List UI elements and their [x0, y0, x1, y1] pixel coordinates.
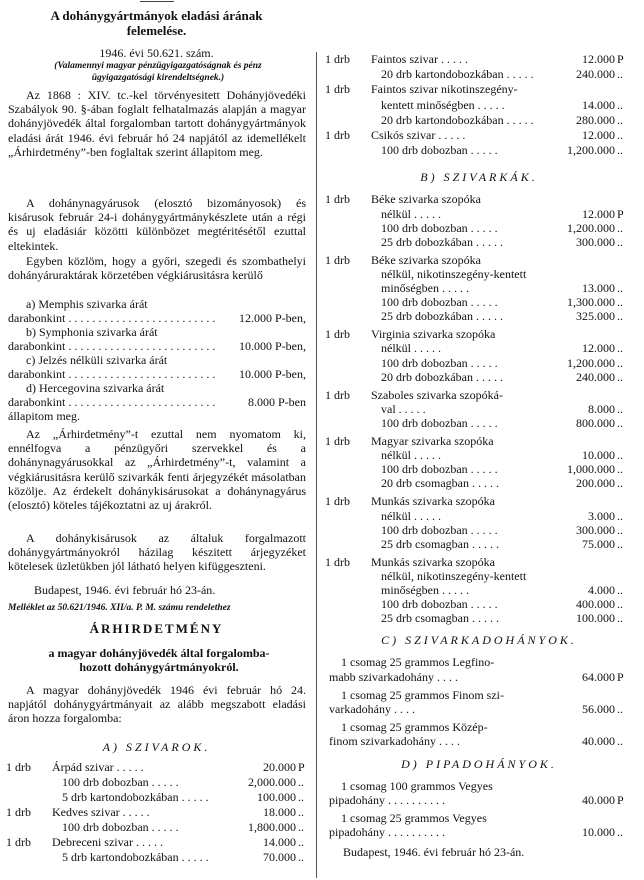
item-description: 1 csomag 25 grammos Finom szi-	[341, 687, 504, 702]
item-description: minőségben . . . . .	[381, 583, 469, 597]
item-price: 300.000	[576, 522, 615, 537]
price-suffix: ..	[298, 775, 304, 789]
place-date-right: Budapest, 1946. évi február hó 23-án.	[343, 845, 525, 860]
price-suffix: ..	[617, 597, 623, 612]
top-rule	[140, 1, 174, 2]
item-description: 20 drb kartondobozkában . . . . .	[381, 67, 534, 82]
price-row	[319, 113, 629, 127]
price-suffix: P	[617, 206, 624, 221]
price-suffix: ..	[617, 734, 623, 749]
price-row	[319, 309, 629, 323]
price-row	[0, 775, 310, 789]
price-row	[319, 207, 629, 221]
price-suffix: P	[298, 760, 305, 774]
item-quantity: 1 drb	[6, 805, 31, 819]
price-suffix: P	[617, 52, 624, 66]
item-price: 325.000	[576, 309, 615, 324]
price-row	[0, 790, 310, 804]
section-a-heading: A) SZIVAROK.	[102, 740, 211, 754]
item-description: val . . . . .	[381, 401, 426, 416]
item-description: 1 csomag 25 grammos Vegyes	[341, 810, 487, 825]
item-b-label: b) Symphonia szivarka árát	[26, 325, 158, 339]
item-a-price: 12.000 P-ben,	[239, 311, 306, 325]
item-price: 3.000	[588, 508, 615, 523]
item-description: nélkül . . . . .	[381, 341, 441, 356]
price-suffix: ..	[617, 536, 623, 551]
price-row	[319, 734, 629, 748]
item-description: kentett minőségben . . . . .	[381, 97, 505, 112]
price-suffix: ..	[617, 234, 623, 249]
item-description: Kedves szivar . . . . .	[52, 805, 150, 819]
item-price: 10.000	[582, 825, 615, 840]
item-a-unit: darabonkint	[8, 311, 66, 325]
item-quantity: 1 drb	[325, 192, 350, 207]
price-row	[319, 702, 629, 716]
dot-leader: . . . . . . . . . . . . . . . . . . . . . . . . .	[65, 339, 216, 353]
item-description: pipadohány . . . . . . . . . .	[329, 792, 445, 807]
price-row	[319, 583, 629, 597]
price-row	[319, 281, 629, 295]
item-c-unit: darabonkint	[8, 367, 66, 381]
price-suffix: ..	[617, 508, 623, 523]
item-description: 5 drb kartondobozkában . . . . .	[62, 790, 209, 804]
item-description: 1 csomag 25 grammos Legfino-	[341, 655, 495, 670]
item-description: 100 drb dobozban . . . . .	[381, 597, 498, 612]
arhirdetmeny-subtitle	[14, 646, 304, 674]
title-line-2: felemelése.	[126, 23, 187, 38]
item-description: 20 drb kartondobozkában . . . . .	[381, 112, 534, 127]
item-quantity: 1 drb	[325, 327, 350, 342]
item-description: 100 drb dobozban . . . . .	[381, 220, 498, 235]
item-price: 800.000	[576, 415, 615, 430]
item-price: 14.000	[263, 835, 296, 849]
price-row	[319, 555, 629, 569]
item-quantity: 1 drb	[325, 387, 350, 402]
item-description: Szaboles szivarka szopóká-	[371, 387, 503, 402]
item-price: 8.000	[588, 401, 615, 416]
decree-number: 1946. évi 50.621. szám.	[99, 46, 214, 60]
item-description: Debreceni szivar . . . . .	[52, 835, 163, 849]
price-row	[0, 760, 310, 774]
item-price: 200.000	[576, 476, 615, 491]
note-line-2: ügyigazgatósági kirendeltségnek.)	[91, 73, 225, 83]
note-line-1: (Valamennyi magyar pénzügyigazgatóságnak és pénz	[54, 61, 262, 71]
item-price: 100.000	[257, 790, 296, 804]
item-description: mabb szivarkadohány . . . .	[329, 669, 458, 684]
price-suffix: ..	[298, 820, 304, 834]
price-suffix: ..	[617, 825, 623, 840]
price-suffix: ..	[617, 97, 623, 112]
price-row	[319, 434, 629, 448]
addressee-note	[8, 60, 308, 84]
item-price: 12.000	[582, 128, 615, 142]
item-price: 240.000	[576, 67, 615, 82]
annex-note: Melléklet az 50.621/1946. XII/a. P. M. számu rendelethez	[8, 603, 231, 613]
item-description: Árpád szivar . . . . .	[52, 760, 144, 774]
price-suffix: ..	[617, 220, 623, 235]
item-description: 100 drb dobozban . . . . .	[62, 820, 179, 834]
price-row	[319, 448, 629, 462]
price-suffix: ..	[617, 448, 623, 463]
item-price: 14.000	[582, 97, 615, 112]
price-suffix: ..	[617, 112, 623, 127]
item-d-unit: darabonkint	[8, 395, 66, 409]
price-suffix: ..	[617, 309, 623, 324]
item-a-label: a) Memphis szivarka árát	[26, 297, 148, 311]
item-description: 25 drb csomagban . . . . .	[381, 611, 499, 626]
item-description: nélkül . . . . .	[381, 508, 441, 523]
item-description: Csikós szivar . . . . .	[371, 128, 466, 142]
price-suffix: ..	[617, 295, 623, 310]
item-description: 100 drb dobozban . . . . .	[381, 355, 498, 370]
price-row	[319, 98, 629, 112]
item-description: nélkül, nikotinszegény-kentett	[381, 266, 527, 281]
price-suffix: ..	[617, 341, 623, 356]
item-price: 64.000	[582, 669, 615, 684]
item-price: 300.000	[576, 234, 615, 249]
price-row	[319, 143, 629, 157]
item-price: 75.000	[582, 536, 615, 551]
item-description: Béke szivarka szopóka	[371, 192, 481, 207]
price-row	[319, 670, 629, 684]
price-row	[319, 402, 629, 416]
item-price: 1,300.000	[567, 295, 615, 310]
item-price: 400.000	[576, 597, 615, 612]
paragraph-5: A dohánykisárusok az általuk forgalmazott dohánygyártmányokról házilag készitett árjegyzéket kötelesek üzletükben jól látható helyen kifüggeszteni.	[8, 531, 306, 574]
item-description: Munkás szivarka szopóka	[371, 554, 495, 569]
price-suffix: ..	[298, 790, 304, 804]
price-suffix: ..	[617, 281, 623, 295]
item-price: 13.000	[582, 281, 615, 295]
item-description: 100 drb dobozban . . . . .	[381, 295, 498, 310]
item-description: 25 drb dobozkában . . . . .	[381, 234, 503, 249]
subtitle-line-1: a magyar dohányjövedék által forgalomba-	[48, 646, 270, 660]
item-description: minőségben . . . . .	[381, 281, 469, 295]
item-description: 25 drb dobozkában . . . . .	[381, 309, 503, 324]
item-description: Faintos szivar . . . . .	[371, 52, 468, 66]
paragraph-4: Az „Árhirdetmény”-t ezuttal nem nyomatom ki, ennélfogva a pénzügyőri szervekkel és a dohánynagyárusokkal az „Árhirdetmény”-t, valamint a végkiárusitásra kerülő szivarkák fenti árjegyzékét másolatban közölje. Az érdekelt dohánykisárusokat a dohánynagyárus (elosztó) köteles tájékoztatni az uj árakról.	[8, 427, 306, 513]
item-price: 1,000.000	[567, 462, 615, 477]
item-description: pipadohány . . . . . . . . . .	[329, 825, 445, 840]
price-suffix: ..	[617, 415, 623, 430]
paragraph-3-tail: állapitom meg.	[8, 409, 80, 423]
column-divider	[316, 52, 317, 878]
item-description: 1 csomag 100 grammos Vegyes	[341, 778, 493, 793]
item-price: 20.000	[263, 760, 296, 774]
price-row	[319, 611, 629, 625]
price-suffix: ..	[617, 355, 623, 370]
price-row	[319, 82, 629, 96]
dot-leader: . . . . . . . . . . . . . . . . . . . . . . . . .	[65, 311, 216, 325]
item-description: nélkül . . . . .	[381, 206, 441, 221]
item-description: 100 drb dobozban . . . . .	[381, 143, 498, 158]
price-suffix: ..	[617, 369, 623, 384]
price-row	[319, 128, 629, 142]
paragraph-3: Egyben közlöm, hogy a győri, szegedi és szombathelyi dohányáruraktárak körzetében végkiárusitásra kerülő	[8, 254, 306, 283]
price-row	[319, 192, 629, 206]
price-row	[319, 221, 629, 235]
article-title	[0, 8, 313, 38]
price-row	[319, 811, 629, 825]
item-a-price-line	[8, 311, 306, 325]
price-row	[319, 476, 629, 490]
item-description: Virginia szivarka szopóka	[371, 327, 496, 342]
price-suffix: ..	[617, 143, 623, 158]
item-price: 70.000	[263, 850, 296, 864]
price-row	[319, 779, 629, 793]
item-c-price-line	[8, 367, 306, 381]
item-price: 4.000	[588, 583, 615, 597]
item-description: finom szivarkadohány . . . .	[329, 734, 460, 749]
item-price: 56.000	[582, 701, 615, 716]
price-row	[319, 655, 629, 669]
item-price: 40.000	[582, 792, 615, 807]
item-c-label: c) Jelzés nélküli szivarka árát	[26, 353, 168, 367]
price-row	[319, 720, 629, 734]
item-description: 5 drb kartondobozkában . . . . .	[62, 850, 209, 864]
price-row	[0, 835, 310, 849]
item-description: 100 drb dobozban . . . . .	[62, 775, 179, 789]
price-suffix: ..	[298, 835, 304, 849]
item-b-unit: darabonkint	[8, 339, 66, 353]
price-suffix: ..	[617, 611, 623, 626]
price-suffix: ..	[617, 476, 623, 491]
item-c-price: 10.000 P-ben,	[239, 367, 306, 381]
item-price: 40.000	[582, 734, 615, 749]
item-price: 12.000	[582, 341, 615, 356]
item-price: 240.000	[576, 369, 615, 384]
item-description: Béke szivarka szopóka	[371, 252, 481, 267]
item-price: 2,000.000	[248, 775, 296, 789]
price-row	[319, 416, 629, 430]
item-description: 100 drb dobozban . . . . .	[381, 522, 498, 537]
price-row	[319, 327, 629, 341]
price-row	[0, 820, 310, 834]
item-price: 1,200.000	[567, 143, 615, 158]
item-description: Munkás szivarka szopóka	[371, 494, 495, 509]
item-description: 25 drb csomagban . . . . .	[381, 536, 499, 551]
title-line-1: A dohánygyártmányok eladási árának	[50, 8, 263, 23]
price-row	[319, 523, 629, 537]
price-suffix: ..	[617, 583, 623, 597]
price-suffix: ..	[298, 850, 304, 864]
price-suffix: ..	[617, 67, 623, 82]
item-description: nélkül . . . . .	[381, 448, 441, 463]
price-suffix: P	[617, 669, 624, 684]
item-d-price-line	[8, 395, 306, 409]
price-row	[319, 569, 629, 583]
section-d-heading: D) PIPADOHÁNYOK.	[401, 756, 557, 771]
item-quantity: 1 drb	[325, 82, 350, 97]
item-b-price-line	[8, 339, 306, 353]
price-row	[319, 462, 629, 476]
price-row	[319, 267, 629, 281]
item-quantity: 1 drb	[325, 52, 350, 66]
item-price: 10.000	[582, 448, 615, 463]
paragraph-1: Az 1868 : XIV. tc.-kel törvényesitett Dohányjövedéki Szabályok 90. §-ában foglalt felhatalmazás alapján a magyar dohányjövedék által forgalomban tartott dohánygyártmányok eladási árát 1946. évi február hó 24 napjától az idemellékelt „Árhirdetmény”-ben foglaltak szerint állapitom meg.	[8, 88, 306, 159]
item-d-label: d) Hercegovina szivarka árát	[26, 381, 165, 395]
price-row	[319, 688, 629, 702]
arhirdetmeny-intro: A magyar dohányjövedék 1946 évi február hó 24. napjától dohánygyártmányait az alább megszabott eladási áron hozza forgalomba:	[8, 683, 306, 726]
place-date-left: Budapest, 1946. évi február hó 23-án.	[34, 583, 216, 597]
price-row	[319, 597, 629, 611]
price-suffix: ..	[617, 462, 623, 477]
item-quantity: 1 drb	[325, 252, 350, 267]
item-description: varkadohány . . . .	[329, 701, 415, 716]
arhirdetmeny-title: ÁRHIRDETMÉNY	[89, 621, 224, 636]
subtitle-line-2: hozott dohánygyártmányokról.	[79, 660, 239, 674]
price-suffix: ..	[617, 701, 623, 716]
price-suffix: P	[617, 792, 624, 807]
item-price: 280.000	[576, 112, 615, 127]
price-row	[319, 494, 629, 508]
price-row	[319, 235, 629, 249]
dot-leader: . . . . . . . . . . . . . . . . . . . . . . . . .	[65, 395, 216, 409]
price-row	[0, 805, 310, 819]
item-price: 12.000	[582, 52, 615, 66]
item-description: Magyar szivarka szopóka	[371, 434, 494, 448]
price-row	[319, 253, 629, 267]
item-description: 1 csomag 25 grammos Közép-	[341, 720, 488, 735]
item-description: 100 drb dobozban . . . . .	[381, 462, 498, 477]
price-row	[319, 825, 629, 839]
price-suffix: ..	[617, 401, 623, 416]
price-suffix: ..	[298, 805, 304, 819]
price-row	[0, 850, 310, 864]
item-quantity: 1 drb	[325, 494, 350, 509]
item-quantity: 1 drb	[325, 434, 350, 448]
section-c-heading: C) SZIVARKADOHÁNYOK.	[381, 633, 577, 648]
item-price: 12.000	[582, 206, 615, 221]
item-price: 100.000	[576, 611, 615, 626]
item-price: 1,800.000	[248, 820, 296, 834]
price-suffix: ..	[617, 128, 623, 142]
price-row	[319, 370, 629, 384]
price-row	[319, 793, 629, 807]
item-price: 1,200.000	[567, 220, 615, 235]
item-description: 20 drb csomagban . . . . .	[381, 476, 499, 491]
price-row	[319, 509, 629, 523]
item-b-price: 10.000 P-ben,	[239, 339, 306, 353]
item-quantity: 1 drb	[325, 128, 350, 142]
item-quantity: 1 drb	[6, 835, 31, 849]
dot-leader: . . . . . . . . . . . . . . . . . . . . . . . . .	[65, 367, 216, 381]
item-price: 1,200.000	[567, 355, 615, 370]
price-row	[319, 52, 629, 66]
item-d-price: 8.000 P-ben	[248, 395, 306, 409]
price-row	[319, 295, 629, 309]
item-quantity: 1 drb	[6, 760, 31, 774]
paragraph-2: A dohánynagyárusok (elosztó bizományosok) és kisárusok február 24-i dohánygyártmánykészlete után a régi és uj eladásiár közötti különbözet megtéritésétől ezuttal eltekintek.	[8, 196, 306, 253]
section-b-heading: B) SZIVARKÁK.	[420, 170, 538, 185]
price-row	[319, 537, 629, 551]
item-quantity: 1 drb	[325, 554, 350, 569]
item-description: nélkül, nikotinszegény-kentett	[381, 568, 527, 583]
item-description: Faintos szivar nikotinszegény-	[371, 82, 518, 97]
item-description: 20 drb dobozkában . . . . .	[381, 369, 503, 384]
price-row	[319, 356, 629, 370]
price-suffix: ..	[617, 522, 623, 537]
price-row	[319, 341, 629, 355]
item-description: 100 drb dobozban . . . . .	[381, 415, 498, 430]
price-row	[319, 67, 629, 81]
price-row	[319, 388, 629, 402]
item-price: 18.000	[263, 805, 296, 819]
